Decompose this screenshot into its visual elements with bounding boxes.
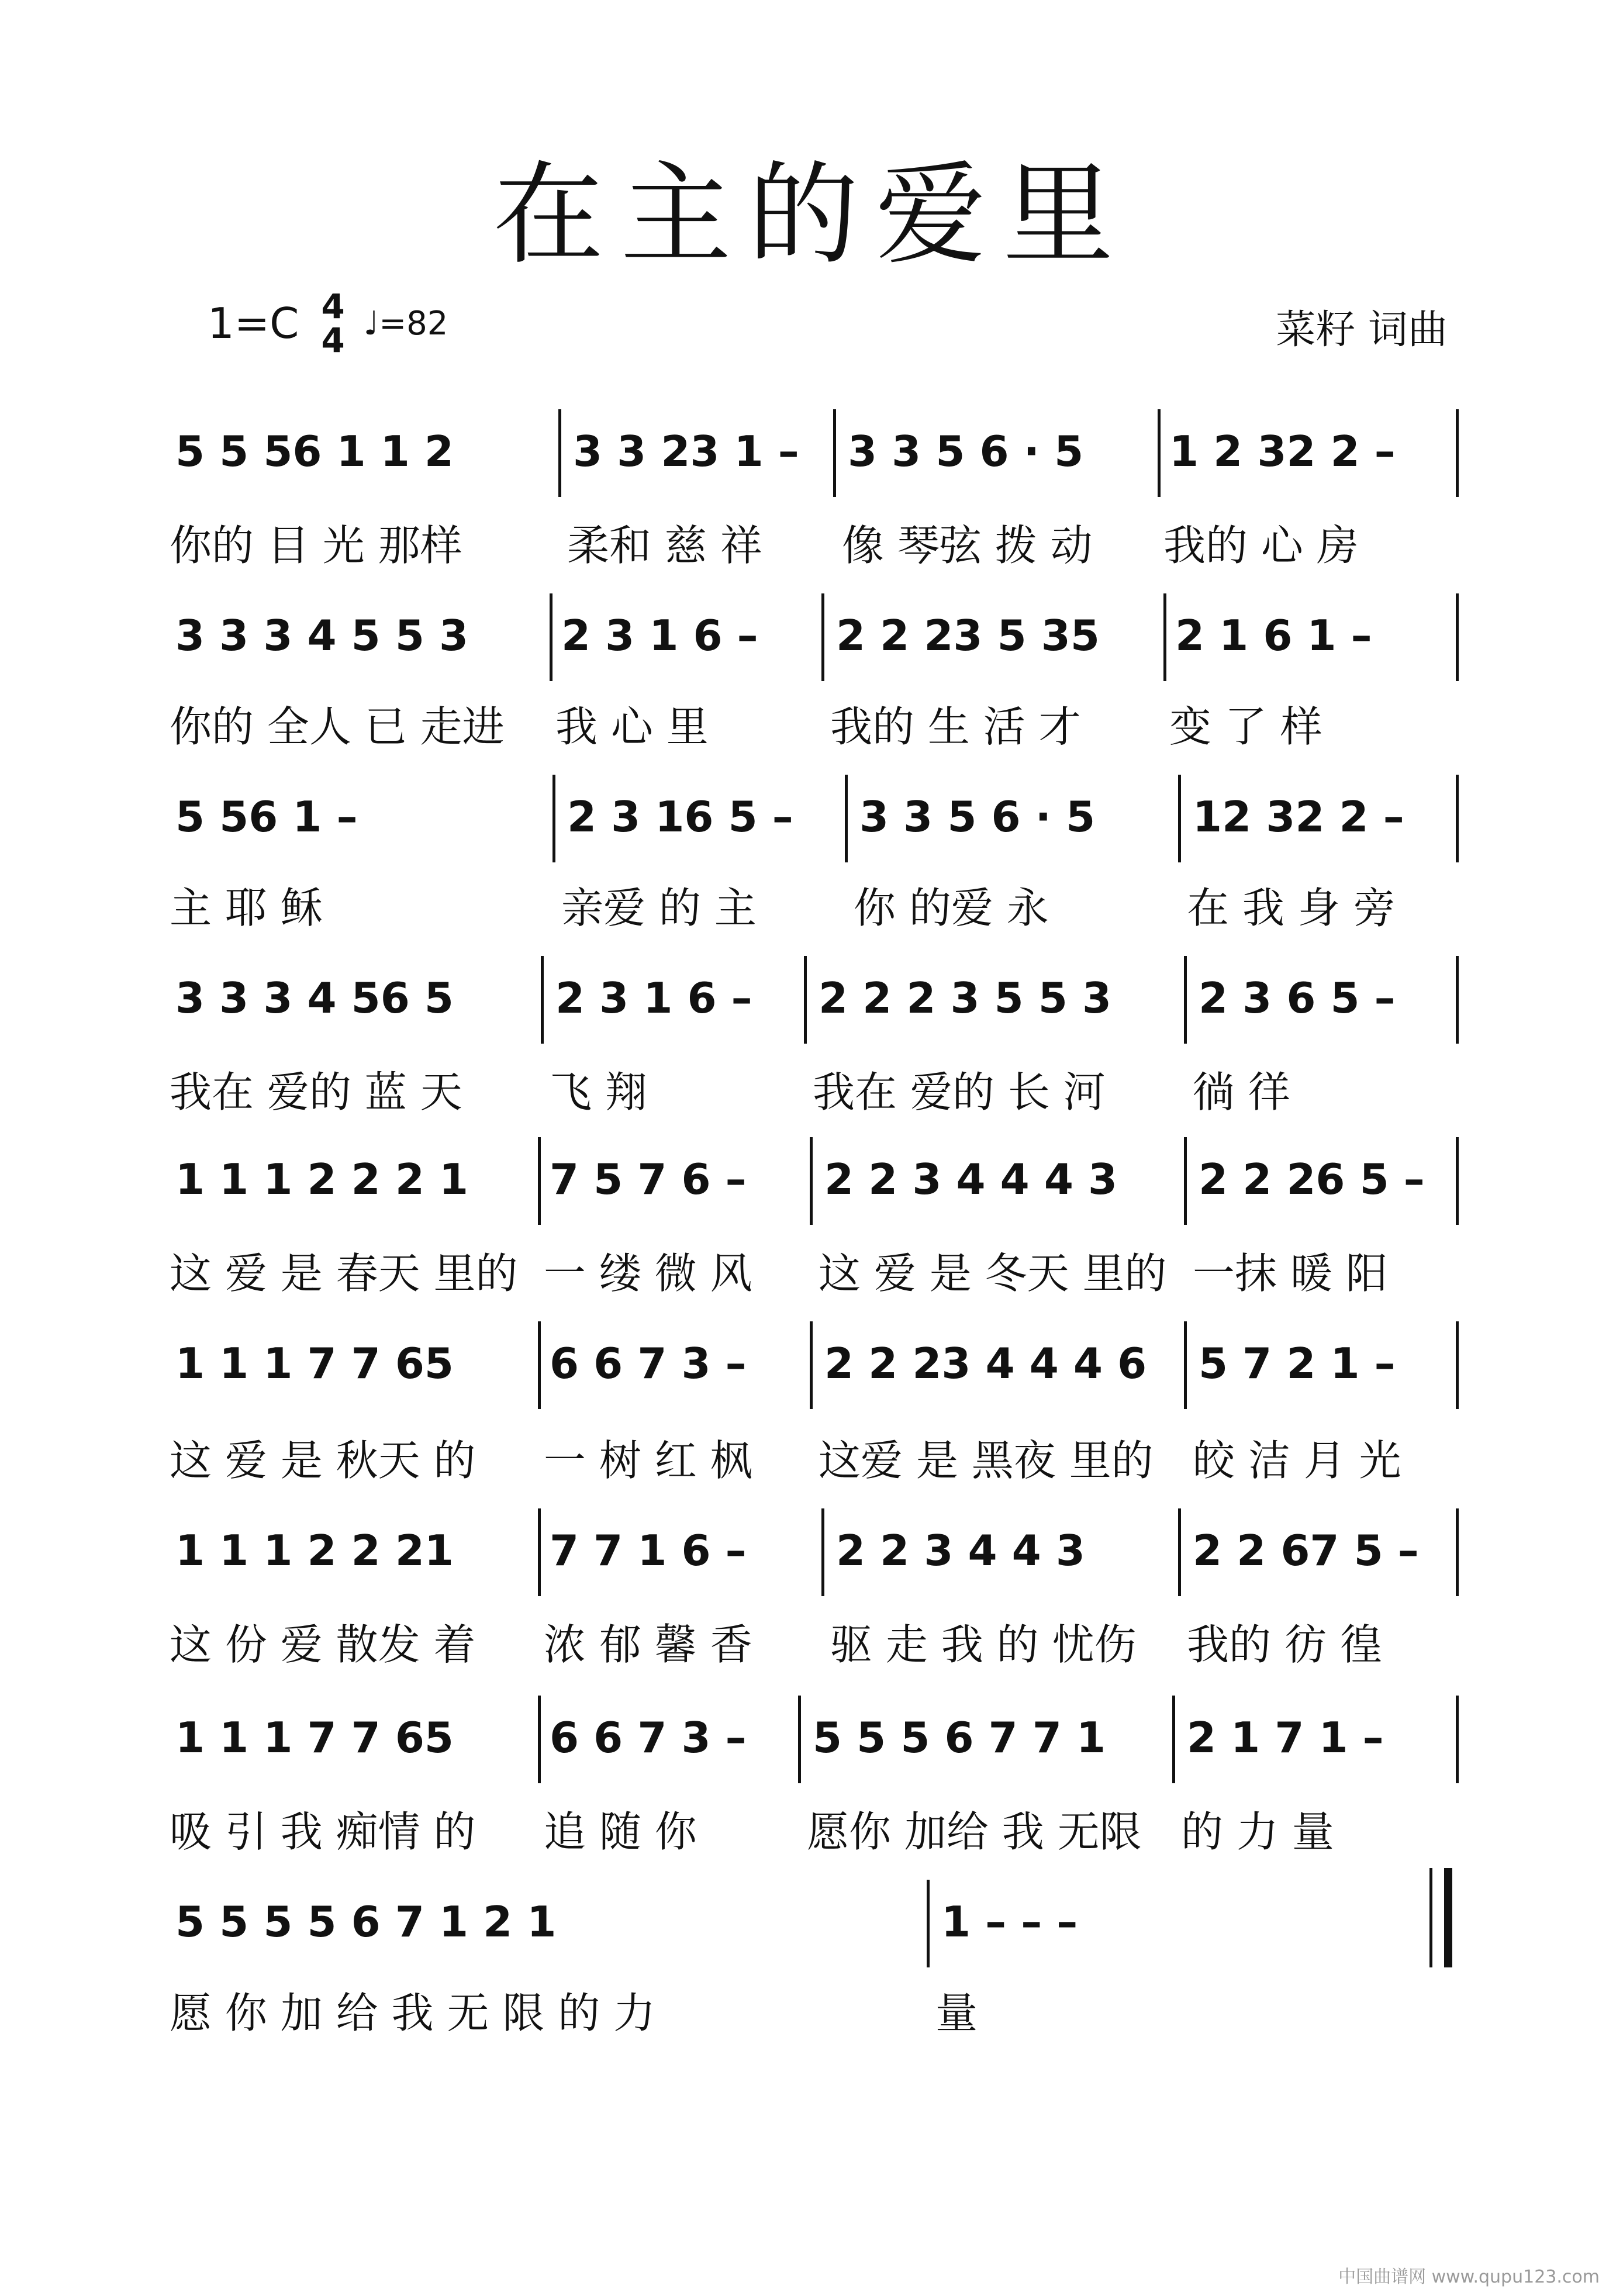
- measure-lyrics: 我的 彷 徨: [1187, 1620, 1382, 1669]
- time-signature: [321, 286, 345, 360]
- tempo-marking: ♩=82: [363, 304, 448, 343]
- measure-notes: 1 2 32 2 –: [1169, 427, 1396, 476]
- barline: [1163, 593, 1166, 681]
- barline: [538, 1696, 541, 1783]
- measure-lyrics: 这爱 是 黑夜 里的: [819, 1436, 1154, 1485]
- composer-credit: 菜籽 词曲: [1276, 307, 1448, 353]
- measure-lyrics: 一抹 暖 阳: [1193, 1249, 1388, 1298]
- measure-notes: 12 32 2 –: [1193, 792, 1404, 841]
- barline: [927, 1880, 930, 1967]
- measure-notes: 1 1 1 2 2 2 1: [175, 1155, 469, 1204]
- barline: [538, 1508, 541, 1596]
- barline: [552, 775, 555, 862]
- measure-notes: 2 2 26 5 –: [1199, 1155, 1425, 1204]
- measure-lyrics: 吸 引 我 痴情 的: [170, 1807, 476, 1856]
- barline: [833, 409, 836, 497]
- measure-notes: 3 3 23 1 –: [573, 427, 799, 476]
- watermark: 中国曲谱网 www.qupu123.com: [1338, 2267, 1600, 2287]
- barline: [1456, 1696, 1459, 1783]
- barline: [798, 1696, 801, 1783]
- barline: [1456, 775, 1459, 862]
- measure-notes: 2 2 3 4 4 4 3: [824, 1155, 1118, 1204]
- barline: [1456, 409, 1459, 497]
- measure-notes: 2 2 3 4 4 3: [836, 1526, 1085, 1575]
- measure-lyrics: 主 耶 稣: [170, 883, 323, 933]
- final-barline-thick: [1444, 1868, 1452, 1967]
- barline: [1158, 409, 1161, 497]
- meter-top: 4: [321, 286, 345, 326]
- measure-lyrics: 这 爱 是 秋天 的: [170, 1436, 476, 1485]
- measure-notes: 5 5 5 6 7 7 1: [813, 1713, 1106, 1762]
- key-signature: [208, 286, 448, 360]
- barline: [1456, 1321, 1459, 1409]
- measure-lyrics: 你 的爱 永: [854, 883, 1049, 933]
- measure-notes: 5 5 56 1 1 2: [175, 427, 454, 476]
- barline: [1184, 1137, 1187, 1225]
- measure-lyrics: 愿 你 加 给 我 无 限 的 力: [170, 1988, 656, 2038]
- measure-notes: 2 2 2 3 5 5 3: [819, 973, 1112, 1023]
- measure-lyrics: 飞 翔: [550, 1068, 647, 1117]
- measure-notes: 5 7 2 1 –: [1199, 1339, 1396, 1388]
- measure-lyrics: 浓 郁 馨 香: [544, 1620, 752, 1669]
- measure-notes: 2 3 1 6 –: [561, 611, 758, 660]
- measure-lyrics: 你的 全人 已 走进: [170, 702, 505, 751]
- measure-lyrics: 在 我 身 旁: [1187, 883, 1396, 933]
- barline: [1456, 956, 1459, 1044]
- meter-bottom: 4: [321, 320, 345, 360]
- final-barline-thin: [1429, 1868, 1432, 1967]
- measure-lyrics: 像 琴弦 拨 动: [842, 521, 1093, 570]
- measure-lyrics: 徜 徉: [1193, 1068, 1290, 1117]
- measure-lyrics: 愿你 加给 我 无限: [807, 1807, 1142, 1856]
- barline: [541, 956, 544, 1044]
- barline: [1456, 1508, 1459, 1596]
- measure-notes: 7 5 7 6 –: [550, 1155, 747, 1204]
- barline: [1184, 956, 1187, 1044]
- measure-notes: 2 3 6 5 –: [1199, 973, 1396, 1023]
- measure-notes: 1 1 1 7 7 65: [175, 1713, 454, 1762]
- barline: [1456, 1137, 1459, 1225]
- measure-notes: 3 3 3 4 5 5 3: [175, 611, 469, 660]
- measure-lyrics: 量: [935, 1988, 978, 2038]
- measure-notes: 2 3 16 5 –: [567, 792, 793, 841]
- barline: [804, 956, 807, 1044]
- measure-lyrics: 我在 爱的 长 河: [813, 1068, 1106, 1117]
- measure-lyrics: 一 缕 微 风: [544, 1249, 752, 1298]
- barline: [550, 593, 552, 681]
- measure-lyrics: 追 随 你: [544, 1807, 697, 1856]
- measure-notes: 7 7 1 6 –: [550, 1526, 747, 1575]
- measure-notes: 3 3 3 4 56 5: [175, 973, 454, 1023]
- measure-notes: 5 56 1 –: [175, 792, 358, 841]
- measure-lyrics: 驱 走 我 的 忧伤: [830, 1620, 1137, 1669]
- measure-lyrics: 皎 洁 月 光: [1193, 1436, 1401, 1485]
- measure-lyrics: 柔和 慈 祥: [567, 521, 762, 570]
- measure-notes: 2 3 1 6 –: [555, 973, 752, 1023]
- barline: [538, 1321, 541, 1409]
- measure-lyrics: 我在 爱的 蓝 天: [170, 1068, 462, 1117]
- measure-lyrics: 的 力 量: [1181, 1807, 1334, 1856]
- barline: [538, 1137, 541, 1225]
- measure-notes: 2 1 6 1 –: [1175, 611, 1372, 660]
- measure-notes: 3 3 5 6 · 5: [848, 427, 1084, 476]
- barline: [845, 775, 848, 862]
- barline: [1178, 775, 1181, 862]
- measure-lyrics: 变 了 样: [1169, 702, 1322, 751]
- barline: [821, 593, 824, 681]
- measure-lyrics: 这 份 爱 散发 着: [170, 1620, 476, 1669]
- key-text: 1=C: [208, 299, 299, 348]
- measure-lyrics: 一 树 红 枫: [544, 1436, 752, 1485]
- measure-lyrics: 亲爱 的 主: [561, 883, 757, 933]
- barline: [1456, 593, 1459, 681]
- measure-lyrics: 这 爱 是 冬天 里的: [819, 1249, 1167, 1298]
- measure-notes: 2 2 23 5 35: [836, 611, 1100, 660]
- measure-notes: 3 3 5 6 · 5: [859, 792, 1096, 841]
- song-title: 在主的爱里: [492, 150, 1130, 279]
- measure-notes: 2 2 23 4 4 4 6: [824, 1339, 1147, 1388]
- measure-lyrics: 我的 心 房: [1163, 521, 1359, 570]
- barline: [1178, 1508, 1181, 1596]
- measure-notes: 5 5 5 5 6 7 1 2 1: [175, 1897, 557, 1946]
- measure-notes: 1 – – –: [941, 1897, 1078, 1946]
- measure-lyrics: 你的 目 光 那样: [170, 521, 462, 570]
- measure-notes: 6 6 7 3 –: [550, 1713, 747, 1762]
- barline: [821, 1508, 824, 1596]
- measure-notes: 2 2 67 5 –: [1193, 1526, 1419, 1575]
- barline: [558, 409, 561, 497]
- measure-lyrics: 我 心 里: [555, 702, 709, 751]
- measure-notes: 2 1 7 1 –: [1187, 1713, 1384, 1762]
- measure-notes: 6 6 7 3 –: [550, 1339, 747, 1388]
- barline: [1172, 1696, 1175, 1783]
- barline: [810, 1321, 813, 1409]
- measure-lyrics: 这 爱 是 春天 里的: [170, 1249, 518, 1298]
- barline: [1184, 1321, 1187, 1409]
- barline: [810, 1137, 813, 1225]
- measure-lyrics: 我的 生 活 才: [830, 702, 1081, 751]
- measure-notes: 1 1 1 2 2 21: [175, 1526, 454, 1575]
- measure-notes: 1 1 1 7 7 65: [175, 1339, 454, 1388]
